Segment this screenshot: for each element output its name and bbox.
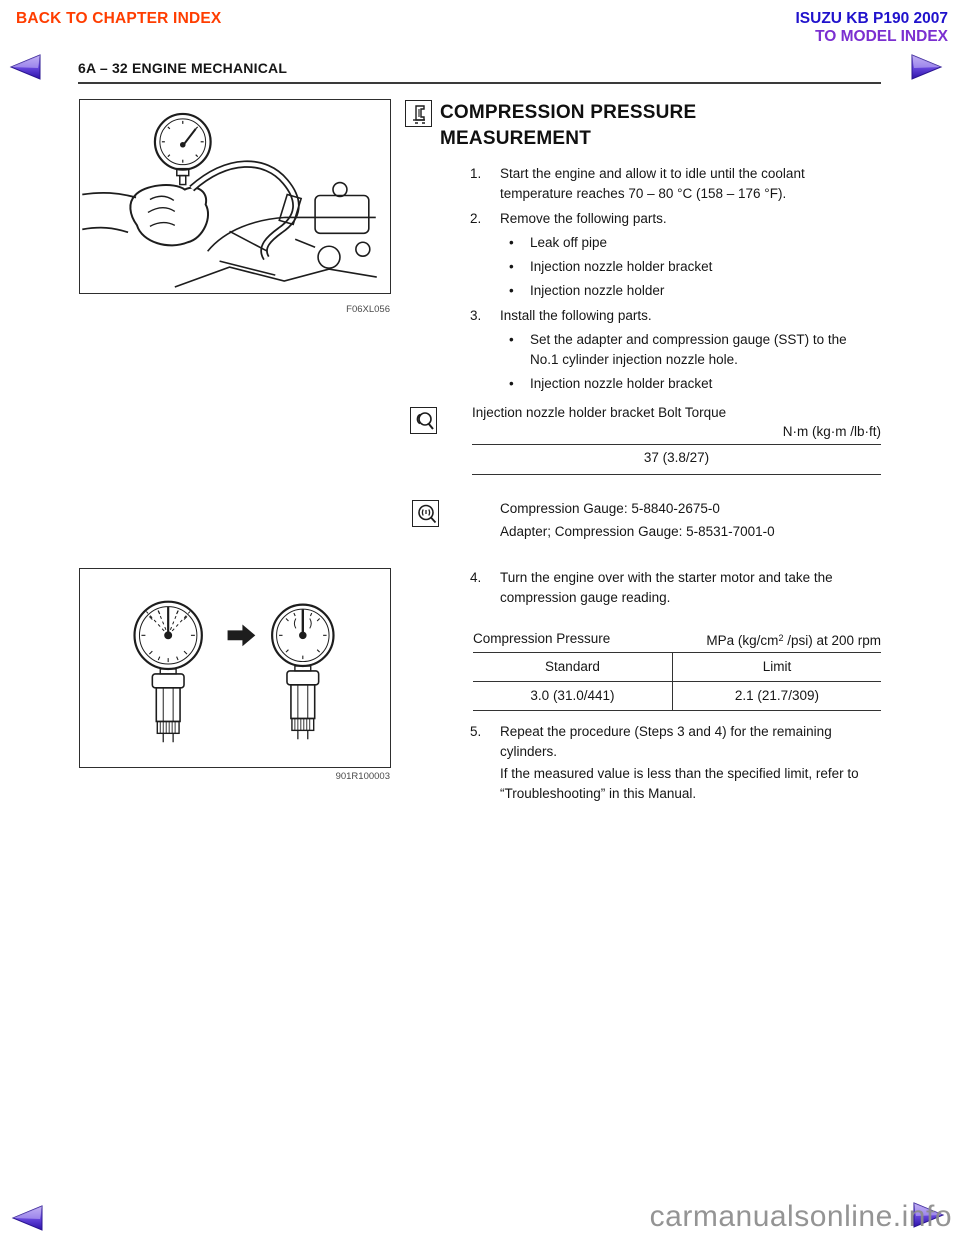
engine-illustration — [80, 100, 390, 293]
header-divider — [78, 82, 881, 84]
figure1-caption: F06XL056 — [346, 304, 390, 315]
arrow-icon — [228, 624, 256, 646]
figure2-caption: 901R100003 — [335, 771, 390, 782]
table-units: MPa ($kg/cm^2$ /psi) at 200 rpm — [706, 633, 881, 648]
procedure-step-5 — [470, 722, 881, 809]
prev-page-arrow-icon[interactable] — [8, 52, 42, 82]
tool-gauge: Compression Gauge: 5-8840-2675-0 — [500, 501, 720, 516]
compression-pressure-table — [473, 630, 881, 711]
torque-label: Injection nozzle holder bracket Bolt Torque — [472, 405, 727, 420]
figure-gauge-reading-comparison — [79, 568, 391, 768]
value-limit: 2.1 (21.7/309) — [734, 688, 819, 703]
watermark: carmanualsonline.info — [649, 1200, 952, 1233]
to-model-index-link[interactable]: TO MODEL INDEX — [815, 28, 948, 45]
bullet-item: • Set the adapter and compression gauge (SST) to the No.1 cylinder injection nozzle hole. — [509, 332, 847, 367]
section-heading: 6A – 32 ENGINE MECHANICAL — [78, 60, 288, 76]
title-block — [405, 100, 881, 152]
table-caption: Compression Pressure — [473, 631, 611, 646]
measurement-icon — [405, 100, 432, 127]
special-tool-icon — [412, 500, 439, 527]
torque-spec-block — [405, 403, 881, 475]
header-right — [796, 10, 949, 46]
bullet-item: • Injection nozzle holder bracket — [509, 259, 713, 274]
torque-units: N·m (kg·m /lb·ft) — [782, 424, 881, 439]
bullet-item: • Injection nozzle holder bracket — [509, 376, 713, 391]
col-limit: Limit — [762, 659, 792, 674]
prev-page-arrow-icon-bottom[interactable] — [10, 1203, 44, 1233]
back-to-chapter-index-link[interactable]: BACK TO CHAPTER INDEX — [16, 10, 222, 27]
wrench-icon — [410, 407, 437, 434]
step-5-note: If the measured value is less than the specified limit, refer to “Troubleshooting” in this Manual. — [500, 766, 859, 801]
torque-value: 37 (3.8/27) — [643, 450, 710, 465]
gauge-comparison-illustration — [80, 569, 390, 767]
tool-adapter: Adapter; Compression Gauge: 5-8531-7001-0 — [500, 524, 775, 539]
table-header-row — [473, 652, 881, 681]
step-5: 5. Repeat the procedure (Steps 3 and 4) for the remaining cylinders. If the measured value is less than the specified limit, refer to “Troubleshooting” in this Manual. — [470, 722, 881, 804]
divider — [472, 474, 881, 475]
page-title: COMPRESSION PRESSURE MEASUREMENT — [440, 102, 697, 149]
procedure-step-4 — [470, 568, 881, 613]
figure-compression-gauge-on-engine — [79, 99, 391, 294]
table-value-row — [473, 681, 881, 711]
step-1: 1. Start the engine and allow it to idle until the coolant temperature reaches 70 – 80 °C (158 – 176 °F). — [470, 166, 805, 201]
procedure-steps-1-3 — [470, 164, 881, 399]
step-2: 2. Remove the following parts. • Leak off pipe • Injection nozzle holder bracket • Injection nozzle holder — [470, 209, 881, 301]
special-tools-block — [405, 497, 881, 543]
value-standard: 3.0 (31.0/441) — [473, 682, 673, 710]
step-4: 4. Turn the engine over with the starter motor and take the compression gauge reading. — [470, 570, 833, 605]
step-3: 3. Install the following parts. • Set the adapter and compression gauge (SST) to the No.1 cylinder injection nozzle hole. • Injection nozzle holder bracket — [470, 306, 881, 394]
bullet-item: • Injection nozzle holder — [509, 283, 665, 298]
bullet-item: • Leak off pipe — [509, 235, 608, 250]
next-page-arrow-icon[interactable] — [910, 52, 944, 82]
model-title: ISUZU KB P190 2007 — [795, 10, 948, 27]
col-standard: Standard — [473, 653, 673, 681]
